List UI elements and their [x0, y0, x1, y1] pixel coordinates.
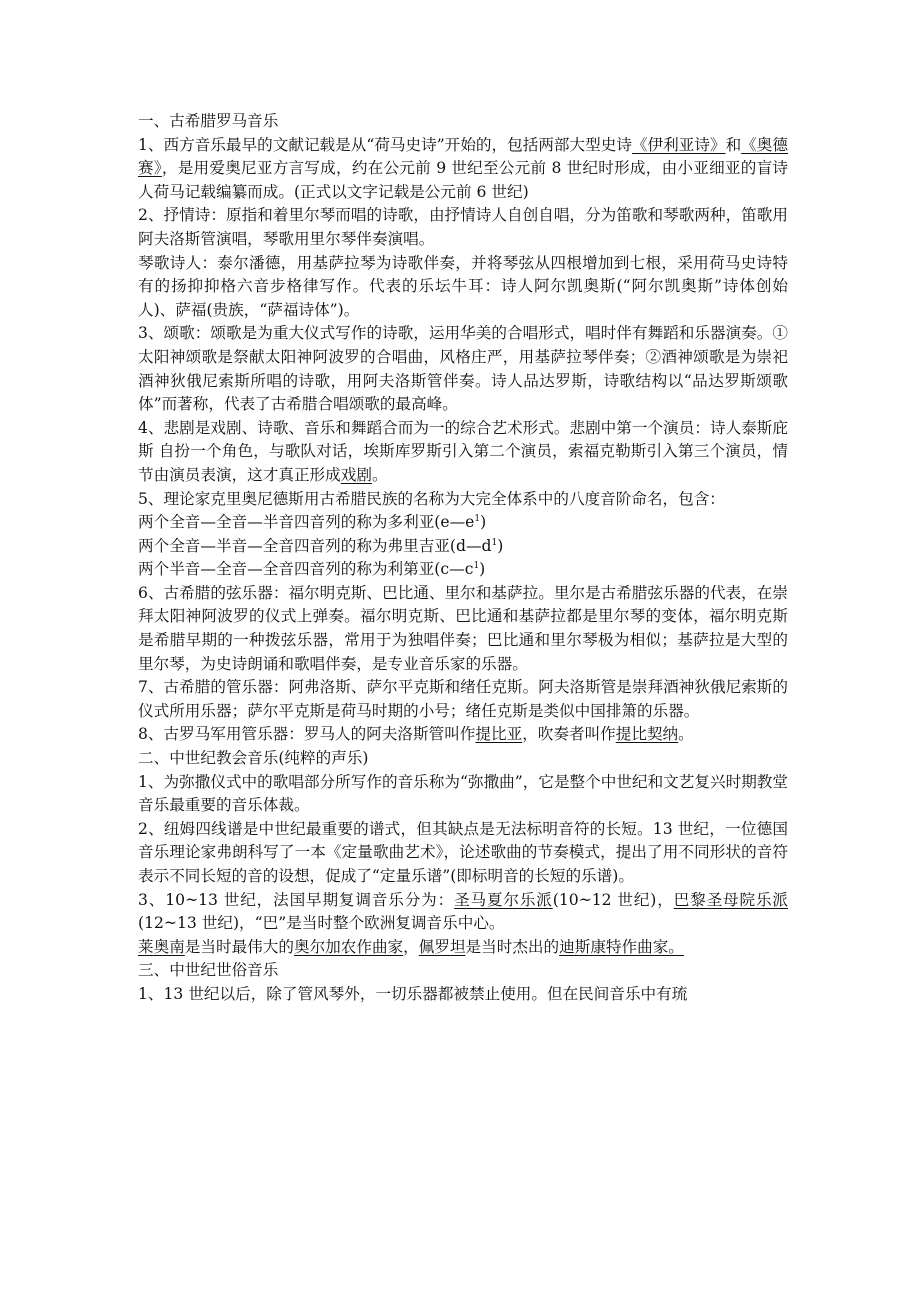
paragraph: [138, 771, 788, 818]
text-run: ，: [403, 937, 419, 956]
text-run: 三、中世纪世俗音乐: [138, 961, 279, 980]
text-run: ): [479, 560, 486, 579]
superscript: 1: [474, 513, 481, 524]
text-run: 1、为弥撒仪式中的歌唱部分所写作的音乐称为“弥撒曲”，它是整个中世纪和文艺复兴时期教堂音乐最重要的音乐体裁。: [138, 772, 788, 815]
text-run: ，是用爱奥尼亚方言写成，约在公元前 9 世纪至公元前 8 世纪时形成，由小亚细亚的盲诗人荷马记载编纂而成。(正式以文字记载是公元前 6 世纪): [138, 159, 789, 201]
text-run: 是当时最伟大的: [184, 937, 294, 956]
paragraph: [138, 936, 788, 960]
text-run: 2、抒情诗：原指和着里尔琴而唱的诗歌，由抒情诗人自创自唱，分为笛歌和琴歌两种，笛歌用阿夫洛斯管演唱，琴歌用里尔琴伴奏演唱。: [138, 206, 788, 248]
text-run: 3、颂歌：颂歌是为重大仪式写作的诗歌，运用华美的合唱形式，唱时伴有舞蹈和乐器演奏。①太阳神颂歌是祭献太阳神阿波罗的合唱曲，风格庄严，用基萨拉琴伴奏；②酒神颂歌是为崇祀酒神狄俄尼索斯所唱的诗歌，用阿夫洛斯管伴奏。诗人品达罗斯，诗歌结构以“品达罗斯颂歌体”而著称，代表了古希腊合唱颂歌的最高峰。: [138, 324, 788, 414]
underlined-text: 巴黎圣母院乐派: [673, 890, 788, 909]
paragraph: [138, 983, 788, 1007]
text-run: 两个全音—半音—全音四音列的称为弗里吉亚(d—d: [138, 536, 492, 555]
text-run: 两个半音—全音—全音四音列的称为利第亚(c—c: [138, 560, 474, 579]
paragraph: [138, 558, 788, 582]
paragraph: [138, 417, 788, 488]
text-run: (12~13 世纪)，“巴”是当时整个欧洲复调音乐中心。: [138, 914, 505, 933]
text-run: 3、10~13 世纪，法国早期复调音乐分为：: [138, 890, 455, 909]
paragraph: [138, 252, 788, 323]
paragraph: [138, 204, 788, 251]
text-run: 。: [371, 465, 388, 484]
text-run: 一、古希腊罗马音乐: [138, 112, 279, 130]
underlined-text: 《伊利亚诗》: [631, 135, 726, 154]
text-run: ): [497, 536, 504, 555]
text-run: 琴歌诗人：泰尔潘德，用基萨拉琴为诗歌伴奏，并将琴弦从四根增加到七根，采用荷马史诗特有的扬抑抑格六音步格律写作。代表的乐坛牛耳：诗人阿尔凯奥斯(“阿尔凯奥斯”诗体创始人)、萨福(贵族，“萨福诗体”)。: [138, 253, 788, 319]
underlined-text: 圣马夏尔乐派: [454, 890, 553, 909]
underlined-text: 佩罗坦: [418, 937, 466, 956]
paragraph: [138, 747, 788, 771]
paragraph: [138, 110, 788, 134]
superscript: 1: [491, 537, 498, 548]
text-run: 6、古希腊的弦乐器：福尔明克斯、巴比通、里尔和基萨拉。里尔是古希腊弦乐器的代表，在崇拜太阳神阿波罗的仪式上弹奏。福尔明克斯、巴比通和基萨拉都是里尔琴的变体，福尔明克斯是希腊早期的一种拨弦乐器，常用于为独唱伴奏；巴比通和里尔琴极为相似；基萨拉是大型的里尔琴，为史诗朗诵和歌唱伴奏，是专业音乐家的乐器。: [138, 583, 788, 673]
text-run: 两个全音—全音—半音四音列的称为多利亚(e—e: [138, 513, 475, 532]
text-run: 1、13 世纪以后，除了管风琴外，一切乐器都被禁止使用。但在民间音乐中有琉: [138, 984, 688, 1003]
underlined-text: 《奥德赛》: [138, 135, 788, 178]
paragraph: [138, 818, 788, 889]
superscript: 1: [473, 561, 480, 572]
underlined-text: 奥尔加农作曲家: [293, 937, 404, 956]
underlined-text: 提比契纳: [615, 725, 679, 744]
paragraph: [138, 889, 788, 936]
text-run: 和: [725, 135, 742, 154]
underlined-text: 戏剧: [340, 465, 372, 484]
paragraph: [138, 959, 788, 983]
paragraph: [138, 134, 788, 205]
text-run: 8、古罗马军用管乐器：罗马人的阿夫洛斯管叫作: [138, 725, 476, 744]
text-run: 是当时杰出的: [465, 937, 560, 956]
paragraph: [138, 488, 788, 512]
paragraph: [138, 676, 788, 723]
text-run: 2、纽姆四线谱是中世纪最重要的谱式，但其缺点是无法标明音符的长短。13 世纪，一位德国音乐理论家弗朗科写了一本《定量歌曲艺术》，论述歌曲的节奏模式，提出了用不同形状的音符表示不同长短的音的设想，促成了“定量乐谱”(即标明音的长短的乐谱)。: [138, 819, 788, 885]
underlined-text: 迪斯康特作曲家。: [559, 937, 684, 956]
paragraph: [138, 723, 788, 747]
text-run: 1、西方音乐最早的文献记载是从“荷马史诗”开始的，包括两部大型史诗: [138, 135, 632, 154]
text-run: (10~12 世纪)，: [552, 890, 674, 909]
paragraph: [138, 535, 788, 559]
text-run: 5、理论家克里奥尼德斯用古希腊民族的名称为大完全体系中的八度音阶命名，包含：: [138, 489, 725, 508]
paragraph: [138, 582, 788, 676]
text-run: ，吹奏者叫作: [522, 725, 616, 744]
paragraph: [138, 322, 788, 416]
text-run: ): [480, 513, 487, 532]
text-run: 。: [678, 725, 694, 744]
text-run: 二、中世纪教会音乐(纯粹的声乐): [138, 749, 369, 768]
underlined-text: 提比亚: [475, 725, 523, 744]
text-run: 4、悲剧是戏剧、诗歌、音乐和舞蹈合而为一的综合艺术形式。悲剧中第一个演员：诗人泰斯庇斯 自扮一个角色，与歌队对话，埃斯库罗斯引入第二个演员，索福克勒斯引入第三个演员，情节由演员表演，这才真正形成: [138, 418, 788, 484]
text-run: 7、古希腊的管乐器：阿弗洛斯、萨尔平克斯和绪任克斯。阿夫洛斯管是崇拜酒神狄俄尼索斯的仪式所用乐器；萨尔平克斯是荷马时期的小号；绪任克斯是类似中国排箫的乐器。: [138, 678, 788, 720]
underlined-text: 莱奥南: [138, 937, 185, 956]
paragraph: [138, 511, 788, 535]
